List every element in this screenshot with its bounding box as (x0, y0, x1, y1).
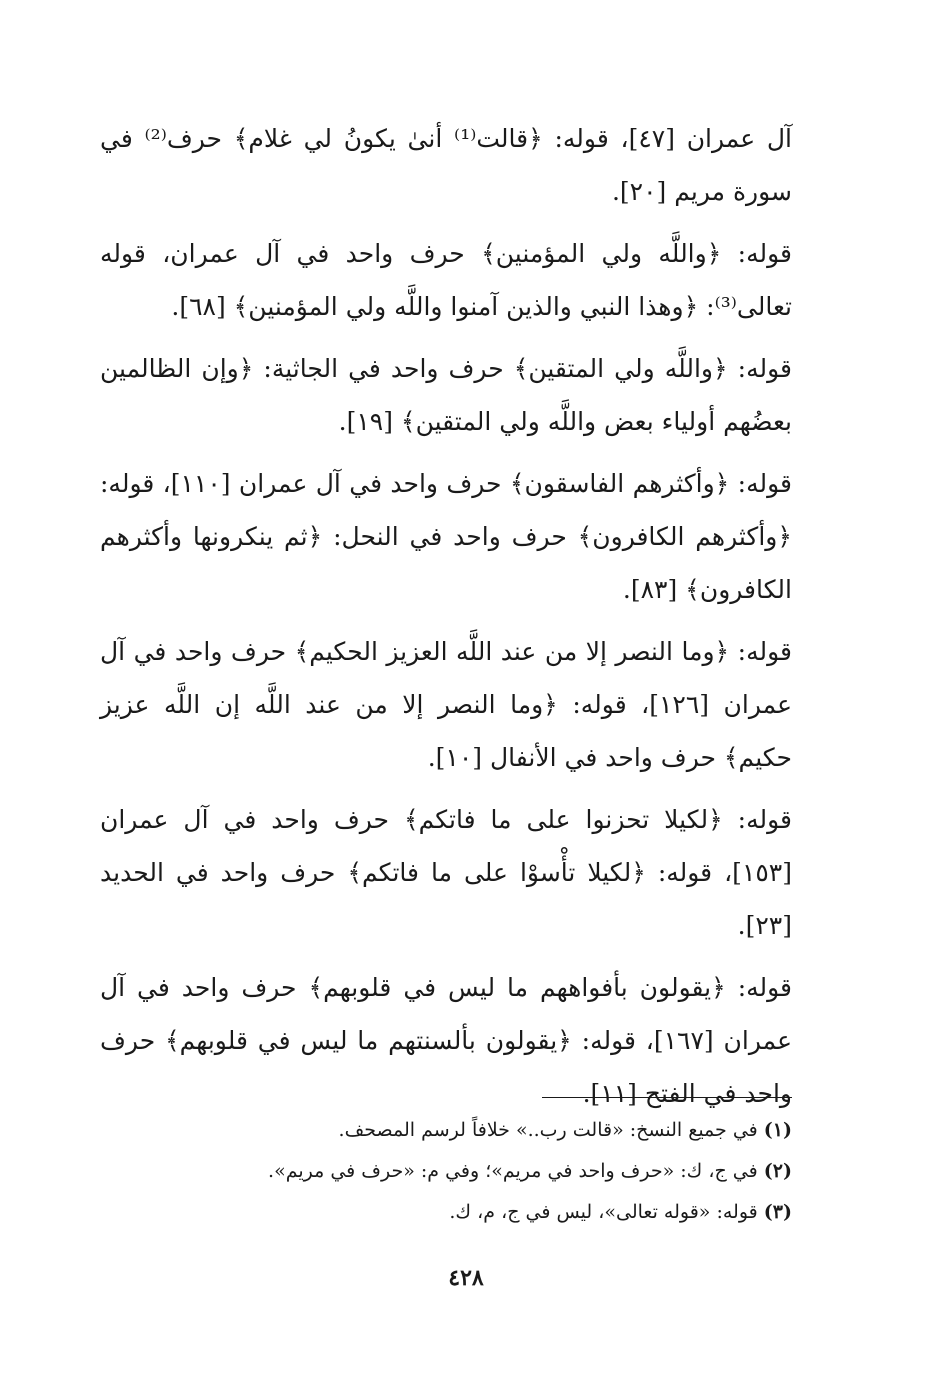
paragraph: قوله: ﴿واللَّه ولي المؤمنين﴾ حرف واحد في آل عمران، قوله تعالى⁽³⁾: ﴿وهذا النبي والذين آمنوا واللَّه ولي المؤمنين﴾ [٦٨]. (100, 239, 792, 321)
footnote-divider (542, 1097, 792, 1098)
paragraph: قوله: ﴿يقولون بأفواههم ما ليس في قلوبهم﴾ حرف واحد في آل عمران [١٦٧]، قوله: ﴿يقولون بألسنتهم ما ليس في قلوبهم﴾ حرف واحد في الفتح [١١]. (100, 973, 792, 1108)
paragraph: آل عمران [٤٧]، قوله: ﴿قالت⁽¹⁾ أنىٰ يكونُ لي غلام﴾ حرف⁽²⁾ في سورة مريم [٢٠]. (100, 124, 793, 206)
paragraph: قوله: ﴿وما النصر إلا من عند اللَّه العزيز الحكيم﴾ حرف واحد في آل عمران [١٢٦]، قوله: ﴿وما النصر إلا من عند اللَّه إن اللَّه عزيز حكيم﴾ حرف واحد في الأنفال [١٠]. (100, 637, 792, 772)
footnote-text: في ج، ك: «حرف واحد في مريم»؛ وفي م: «حرف في مريم». (268, 1160, 758, 1182)
footnote-number: (٣) (763, 1201, 792, 1223)
paragraph: قوله: ﴿لكيلا تحزنوا على ما فاتكم﴾ حرف واحد في آل عمران [١٥٣]، قوله: ﴿لكيلا تأْسوْا على ما فاتكم﴾ حرف واحد في الحديد [٢٣]. (100, 805, 792, 940)
footnote-text: في جميع النسخ: «قالت رب..» خلافاً لرسم المصحف. (338, 1119, 758, 1141)
main-text (100, 112, 792, 1129)
footnote (232, 1151, 792, 1192)
paragraph: قوله: ﴿واللَّه ولي المتقين﴾ حرف واحد في الجاثية: ﴿وإن الظالمين بعضُهم أولياء بعض واللَّه ولي المتقين﴾ [١٩]. (100, 354, 792, 436)
footnote-text: قوله: «قوله تعالى»، ليس في ج، م، ك. (449, 1201, 758, 1223)
footnotes (232, 1110, 792, 1233)
footnote (232, 1192, 792, 1233)
footnote (232, 1110, 792, 1151)
footnote-number: (٢) (763, 1160, 792, 1182)
page-number: ٤٢٨ (448, 1265, 484, 1291)
footnote-number: (١) (763, 1119, 792, 1141)
paragraph: قوله: ﴿وأكثرهم الفاسقون﴾ حرف واحد في آل عمران [١١٠]، قوله: ﴿وأكثرهم الكافرون﴾ حرف واحد في النحل: ﴿ثم ينكرونها وأكثرهم الكافرون﴾ [٨٣]. (100, 469, 792, 604)
